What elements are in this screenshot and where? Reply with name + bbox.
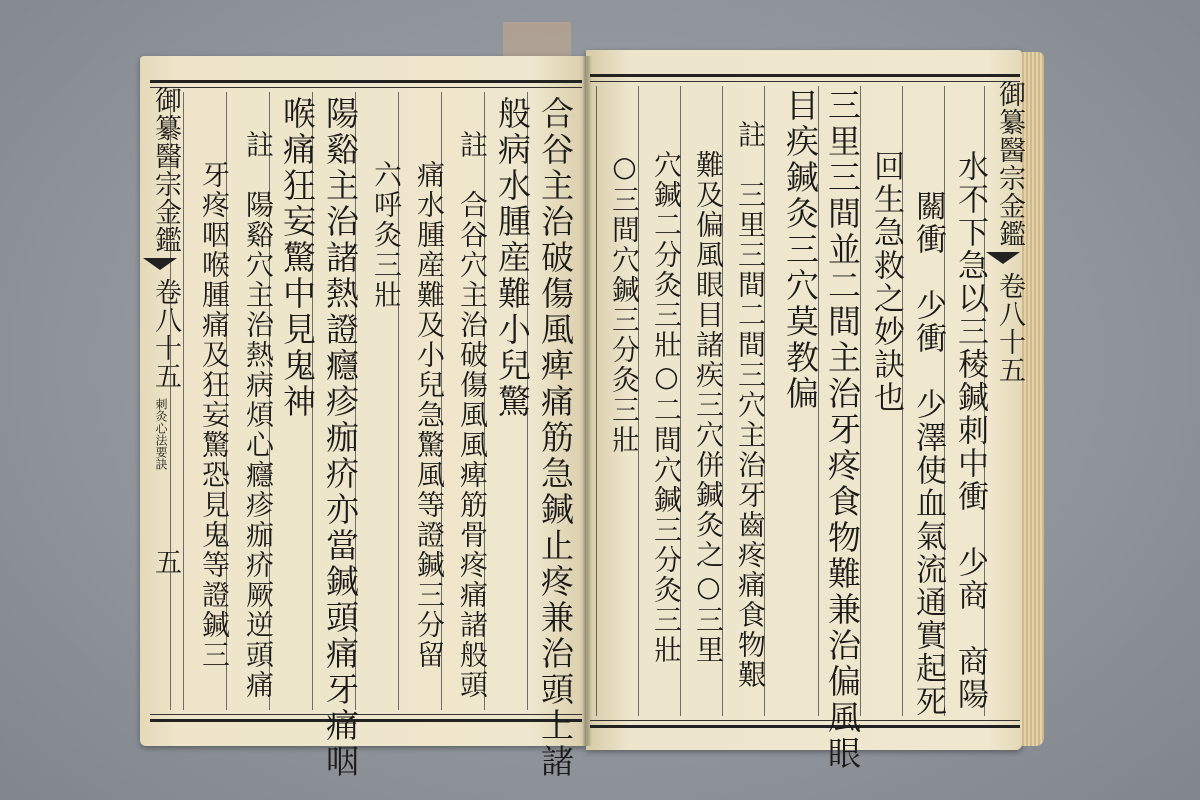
- annotation-column: 牙疼咽喉腫痛及狂妄驚恐見鬼等證鍼三: [198, 160, 231, 670]
- annotation-column: 註 陽谿穴主治熱病煩心癮疹痂疥厥逆頭痛: [242, 130, 275, 700]
- annotation-column: ○三間穴鍼三分灸三壯: [608, 150, 641, 455]
- left-banner-subtitle: 刺灸心法要訣: [154, 398, 168, 470]
- annotation-column: 痛水腫産難及小兒急驚風等證鍼三分留: [413, 160, 446, 670]
- text-column: 三里三間並二間主治牙疼食物難兼治偏風眼: [823, 88, 862, 772]
- left-page-number: 五: [150, 548, 181, 576]
- frame-inner-rule: [590, 720, 1020, 721]
- fishtail-mark: [143, 258, 177, 270]
- left-banner-volume: 卷八十五: [150, 278, 181, 390]
- right-banner-volume: 卷八十五: [994, 272, 1025, 384]
- text-column: 目疾鍼灸三穴莫教偏: [781, 88, 820, 412]
- annotation-column: 難及偏風眼目諸疾三穴併鍼灸之○三里: [692, 150, 725, 665]
- frame-inner-rule: [150, 87, 582, 88]
- text-column: 回生急救之妙訣也: [868, 150, 904, 414]
- column-rule: [596, 86, 597, 716]
- frame-inner-rule: [150, 714, 582, 715]
- fishtail-mark: [986, 252, 1020, 264]
- text-column: 水不下急以三稜鍼刺中衝 少商 商陽: [952, 150, 988, 711]
- left-banner-title: 御纂醫宗金鑑: [150, 86, 181, 254]
- right-banner-title: 御纂醫宗金鑑: [994, 80, 1025, 248]
- frame-inner-rule: [590, 81, 1020, 82]
- text-column: 喉痛狂妄驚中見鬼神: [278, 96, 317, 420]
- text-column: 陽谿主治諸熱證癮疹痂疥亦當鍼頭痛牙痛咽: [321, 96, 360, 780]
- annotation-column: 六呼灸三壯: [370, 160, 403, 310]
- annotation-column: 註 合谷穴主治破傷風風痺筋骨疼痛諸般頭: [456, 130, 489, 700]
- text-column: 般病水腫産難小兒驚: [493, 96, 532, 420]
- text-column: 合谷主治破傷風痺痛筋急鍼止疼兼治頭上諸: [536, 96, 575, 780]
- annotation-column: 註 三里三間二間三穴主治牙齒疼痛食物艱: [734, 120, 767, 690]
- text-column: 關衝 少衝 少澤使血氣流通實起死: [910, 190, 946, 718]
- annotation-column: 穴鍼二分灸三壯○二間穴鍼三分灸三壯: [650, 150, 683, 665]
